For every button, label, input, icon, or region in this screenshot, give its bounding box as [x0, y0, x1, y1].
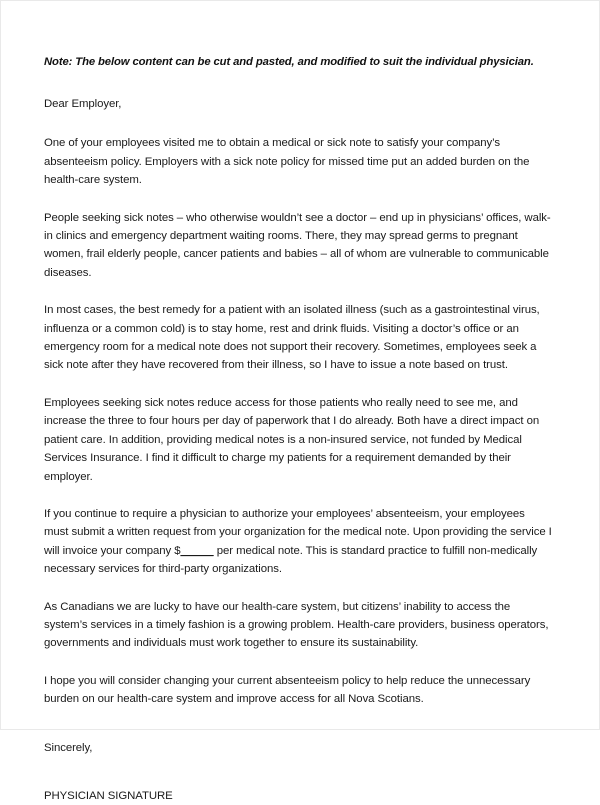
paragraph-3: In most cases, the best remedy for a patient with an isolated illness (such as a gastrointestinal virus, influenza or a common cold) is to stay home, rest and drink fluids. Visiting a doctor’s office or an emergency room for a medical note does not support their recovery. Sometimes, employees seek a sick note after they have recovered from their illness, so I have to issue a note based on trust. — [44, 304, 540, 372]
paragraph-5: As Canadians we are lucky to have our health-care system, but citizens’ inability to access the system’s services in a timely fashion is a growing problem. Health-care providers, business operators, governments and individuals must work together to ensure its sustainability. — [44, 600, 549, 650]
letter-body — [44, 53, 552, 805]
paragraph-4: Employees seeking sick notes reduce access for those patients who really need to see me, and increase the three to four hours per day of paperwork that I do already. Both have a direct impact on patient care. In addition, providing medical notes is a non-insured service, not funded by Medical Services Insurance. I find it difficult to charge my patients for a requirement demanded by their employer. — [44, 396, 540, 483]
paragraph-invoice — [44, 505, 552, 579]
editor-note: Note: The below content can be cut and pasted, and modified to suit the individual physician. — [44, 56, 534, 68]
closing-salutation: Sincerely, — [44, 741, 93, 754]
invoice-amount-blank: _____ — [180, 544, 214, 557]
signature-space — [44, 757, 552, 787]
invoice-text-before-blank: If you continue to require a physician to authorize your employees’ absenteeism, your employees must submit a written request from your organization for the medical note. Upon providing the service I will invoice your company $ — [44, 507, 552, 557]
invoice-text-after-blank: per medical note. This is standard practice to fulfill non-medically necessary services for third-party organizations. — [44, 544, 538, 576]
paragraph-2: People seeking sick notes – who otherwise wouldn’t see a doctor – end up in physicians’ offices, walk-in clinics and emergency department waiting rooms. There, they may spread germs to pregnant women, frail elderly people, cancer patients and babies – all of whom are vulnerable to communicable diseases. — [44, 211, 551, 279]
paragraph-6: I hope you will consider changing your current absenteeism policy to help reduce the unnecessary burden on our health-care system and improve access for all Nova Scotians. — [44, 674, 531, 706]
signature-line: PHYSICIAN SIGNATURE — [44, 789, 173, 802]
spacer — [44, 709, 552, 739]
salutation: Dear Employer, — [44, 98, 122, 110]
paragraph-1: One of your employees visited me to obtain a medical or sick note to satisfy your company’s absenteeism policy. Employers with a sick note policy for missed time put an added burden on the health-care system. — [44, 137, 530, 187]
